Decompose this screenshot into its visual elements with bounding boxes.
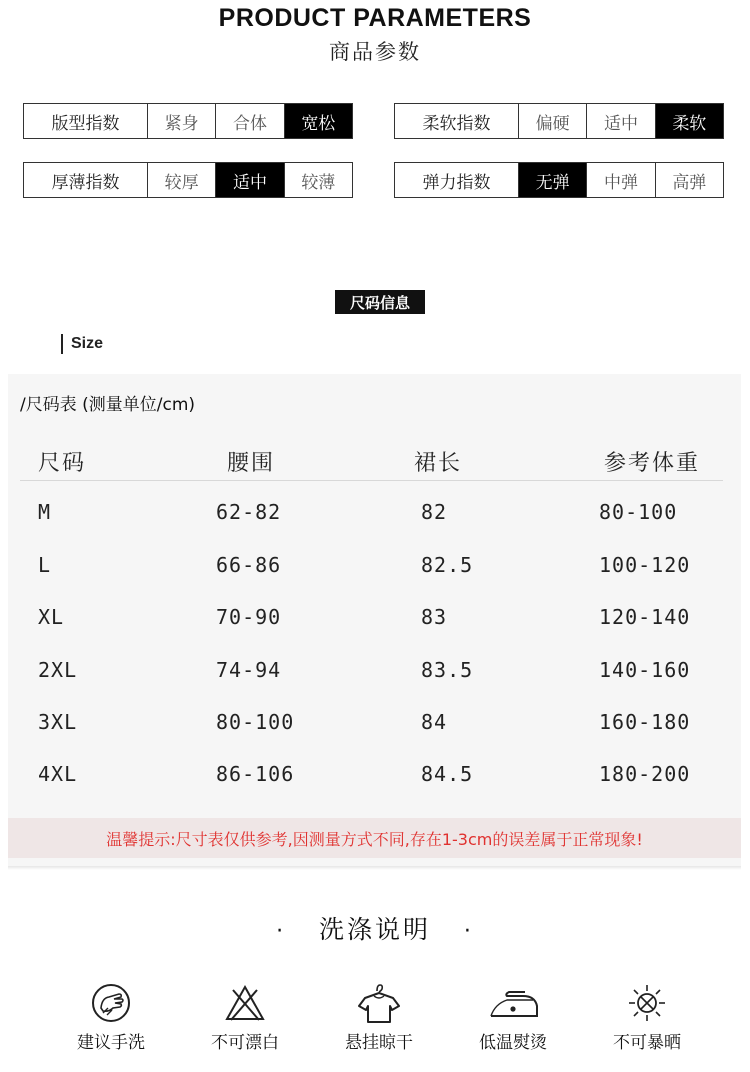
size-table-panel	[8, 374, 741, 866]
param-option: 合体	[216, 104, 284, 138]
cell-size: M	[38, 500, 52, 524]
param-option-selected: 宽松	[285, 104, 352, 138]
column-header-size: 尺码	[38, 451, 87, 476]
size-label: Size	[61, 334, 103, 354]
param-elasticity	[394, 162, 724, 198]
care-title	[0, 910, 750, 946]
cell-size: XL	[38, 605, 65, 629]
care-item-hang-dry	[314, 982, 444, 1053]
column-header-waist: 腰围	[227, 451, 276, 476]
care-label: 不可暴晒	[613, 1033, 681, 1053]
cell-size: L	[38, 553, 52, 577]
no-bleach-icon	[223, 982, 267, 1024]
care-label: 悬挂晾干	[345, 1033, 413, 1053]
cell-weight: 120-140	[599, 605, 691, 629]
hand-wash-icon	[89, 982, 133, 1024]
cell-length: 84	[421, 710, 448, 734]
column-header-length: 裙长	[414, 451, 463, 476]
param-option: 适中	[587, 104, 655, 138]
param-option: 较厚	[148, 163, 216, 197]
param-label: 厚薄指数	[24, 163, 148, 197]
header-divider	[20, 480, 723, 481]
no-sun-icon	[625, 982, 669, 1024]
param-label: 版型指数	[24, 104, 148, 138]
column-header-weight: 参考体重	[604, 451, 701, 476]
low-iron-icon	[485, 982, 541, 1024]
cell-length: 82.5	[421, 553, 474, 577]
cell-weight: 160-180	[599, 710, 691, 734]
param-thickness	[23, 162, 353, 198]
care-item-no-bleach	[180, 982, 310, 1053]
care-item-low-iron	[448, 982, 578, 1053]
cell-length: 82	[421, 500, 448, 524]
param-option: 高弹	[672, 172, 707, 193]
param-option-selected: 柔软	[656, 104, 723, 138]
cell-size: 2XL	[38, 658, 78, 682]
cell-length: 83.5	[421, 658, 474, 682]
care-label: 低温熨烫	[479, 1033, 547, 1053]
care-label: 不可漂白	[211, 1033, 279, 1053]
cell-waist: 62-82	[216, 500, 282, 524]
bullet-dot: ·	[276, 919, 287, 944]
cell-size: 3XL	[38, 710, 78, 734]
care-label: 建议手洗	[77, 1033, 145, 1053]
cell-waist: 74-94	[216, 658, 282, 682]
care-item-hand-wash	[46, 982, 176, 1053]
cell-length: 84.5	[421, 762, 474, 786]
cell-waist: 70-90	[216, 605, 282, 629]
param-option: 中弹	[587, 163, 655, 197]
cell-weight: 180-200	[599, 762, 691, 786]
bullet-dot: ·	[463, 919, 474, 944]
param-softness	[394, 103, 724, 139]
cell-waist: 80-100	[216, 710, 295, 734]
hang-dry-icon	[355, 982, 403, 1024]
cell-size: 4XL	[38, 762, 78, 786]
cell-weight: 140-160	[599, 658, 691, 682]
param-label: 柔软指数	[395, 104, 519, 138]
cell-weight: 80-100	[599, 500, 678, 524]
param-option-selected: 无弹	[519, 163, 587, 197]
param-label: 弹力指数	[395, 163, 519, 197]
size-info-badge: 尺码信息	[335, 290, 425, 314]
param-option: 偏硬	[519, 104, 587, 138]
measurement-note	[8, 818, 741, 858]
param-option: 紧身	[148, 104, 216, 138]
title-english: PRODUCT PARAMETERS	[218, 4, 532, 32]
panel-shadow	[8, 866, 741, 870]
param-fit	[23, 103, 353, 139]
cell-waist: 66-86	[216, 553, 282, 577]
cell-waist: 86-106	[216, 762, 295, 786]
cell-weight: 100-120	[599, 553, 691, 577]
care-item-no-sun	[582, 982, 712, 1053]
title-chinese: 商品参数	[329, 40, 421, 64]
cell-length: 83	[421, 605, 448, 629]
care-title-text: 洗涤说明	[318, 915, 431, 944]
param-option-selected: 适中	[216, 163, 284, 197]
param-option: 较薄	[301, 172, 336, 193]
table-caption: /尺码表 (测量单位/cm)	[20, 395, 196, 415]
note-text: 温馨提示:尺寸表仅供参考,因测量方式不同,存在1-3cm的误差属于正常现象!	[106, 829, 643, 849]
